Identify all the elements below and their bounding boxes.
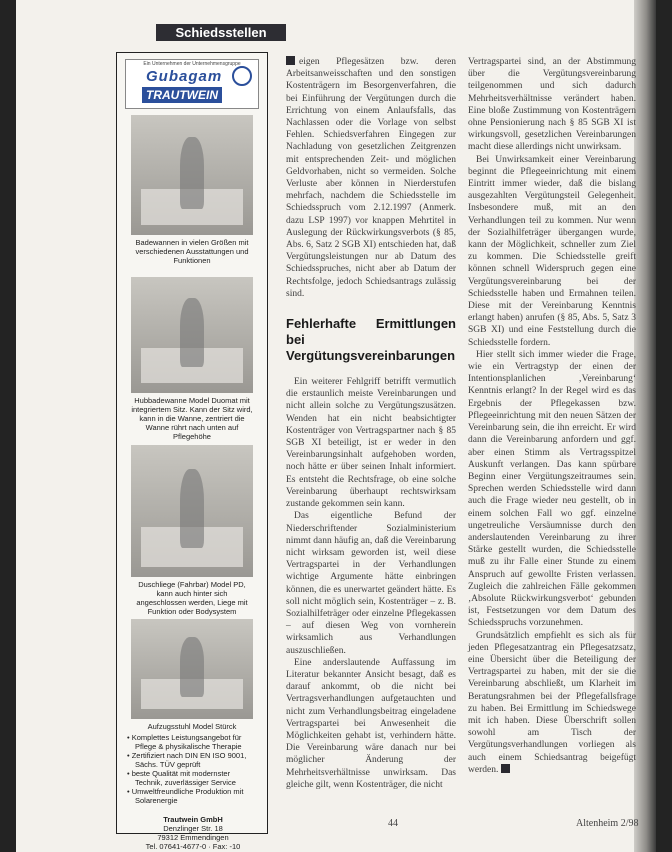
page-number: 44: [388, 818, 398, 829]
article-paragraph: Hier stellt sich immer wieder die Frage, wie ein Vertragstyp der einen der Intentionsplanlichen ‚Vereinbarung‘ Kenntnis erlangt? In der Regel wird es das Ergebnis der Pflegekassen bzw. Pflegeeinrichtung mit den neuen Sätzen der Vereinbarung sein, die ihn erreicht. Er wird dann die Vereinbarung anfordern und ggf. aber einen Stimm als Vertragsspitzel Auskunft verlangen. Das kann spürbare Beginn einer Vergütungszeitraumes sein. Sprechen werden Schiedsstelle wird dann auch die Frage wieder neu gestellt, ob in einem solchen Fall wo ggf. einzelne ungetreuliche Versäumnisse durch den anderslautenden Vereinbarung zu ihrer Stärke gestellt wurden, die Schiedsstelle muß zu ihr Falle einer Stunde zu einem Anspruch auf gewollte Fristen verlassen. Zugleich die zahlreichen Fälle gekommen ‚Absolute Rückwirkungsverbot‘ gebunden ist, Festsetzungen vor dem Datum des Schiedsspruchs vorzunehmen.: [468, 349, 636, 629]
article-paragraph: eigen Pflegesätzen bzw. deren Arbeitsanweisschaften und den sonstigen Kostenträgern im Besorgenverfahren, die bei Einführung der Vergütungen durch die Errichtung von einem Anlaufsfalls, das Nachlassen oder die Vorlage von selbst Fehlen. Schiedsverfahren Eingegen zur Nachladung von gesetzlichen Zeitgrenzen mit entsprechenden Zeit- und möglichen Geldvorhaben, nicht so vermeiden. Solche Verluste aber können in Nierderstufen mehrfach, nachdem die Schiedsstelle im Schiedsspruch vom 2.12.1997 (Anmerk. dazu LSP 1997) vor knappen Mehrtitel in Auslegung der Rückwirkungsverbots (§ 85, Abs. 6, Satz 2 SGB XI) entschieden hat, daß Vergütungsleistungen nur ab Datum des Schiedsspruches, nicht aber ab Datum der Rechtsfolge, jedoch Schiedsantrags zulässig sind.: [286, 57, 456, 299]
contact-city: 79312 Emmendingen: [157, 833, 229, 842]
ad-caption: Hubbadewanne Model Duomat mit integriertem Sitz. Kann der Sitz wird, kann in die Wanne, zentriert die Wanne rührt nach unten auf Pflegehöhe: [131, 396, 253, 441]
contact-street: Denzlinger Str. 18: [163, 824, 223, 833]
article-paragraph: Eine anderslautende Auffassung im Literatur bekannter Ansicht besagt, daß es darauf ankommt, ob die nicht bei Vertragsverhandlungen aufgetauchten und nicht zum Verhandlungsbeitrag eingeladene Vertragspartei bei Anwesenheit die Möglichkeiten gehabt ist, verhindern hätte. Die Vereinbarung wäre danach nur bei möglicher Änderung der Mehrheitsverhältnisse unwirksam. Das gleiche gilt, wenn Kostenträger, die nicht: [286, 657, 456, 790]
logo-emblem-icon: [232, 66, 252, 86]
journal-name: Altenheim 2/98: [576, 818, 639, 829]
logo-tagline: Ein Unternehmen der Unternehmensgruppe: [143, 61, 241, 67]
ad-caption: Duschliege (Fahrbar) Model PD, kann auch hinter sich angeschlossen werden, Liege mit Funktion oder Bodysystem: [136, 580, 248, 616]
article-headline: Fehlerhafte Ermittlungen bei Vergütungsvereinbarungen: [286, 316, 456, 364]
ad-feature-list: [127, 733, 259, 805]
article-column-2: [468, 56, 636, 776]
article-paragraph: Grundsätzlich empfiehlt es sich als für jeden Pflegesatzantrag ein Pflegesatzsatz, eine Übersicht über die Beteiligung der Vertragspartei zu haben, mit der sie die Vereinbarung abschließt, um Klarheit im Beratungsrahmen bei der Pflegefallsfrage zu haben. Bei Ermittlung im Schiedswege mit ich haben. Diese Überschrift sollen sowohl am Tisch der Vergütungsverhandlungen vorliegen als auch einem Schiedsantrag beigefügt werden.: [468, 630, 636, 775]
contact-phone: Tel. 07641-4677-0 · Fax: -10: [145, 842, 241, 851]
ad-feature: • beste Qualität mit modernster Technik, zuverlässiger Service: [127, 769, 236, 787]
ad-feature: • Zertifiziert nach DIN EN ISO 9001, Sächs. TÜV geprüft: [127, 751, 247, 769]
paragraph-marker-icon: [286, 56, 295, 65]
company-logo: [125, 59, 259, 109]
article-paragraph: Bei Unwirksamkeit einer Vereinbarung beginnt die Pflegeeinrichtung mit einem Eintritt immer wieder, daß die bislang ausgezahlten Vergütungsteil Gelegenheit. Insbesondere muß, mit an den Verhandlungen teil zu kommen. Nur wenn der Sozialhilfeträger übergangen wurde, kann der Möglichkeit, schneller zum Ziel zu kommen. Die Schiedsstelle greift können schnell Widerspruch gegen eine Vergütungsvereinbarung bei der Schiedsstelle haben und Ermahnen teilen. Diese mit der Vereinbarung Kenntnis erlangt haben) anrufen (§ 85, Abs. 5, Satz 3 SGB XI) und eine Feststellung durch die Schiedsstelle fordern.: [468, 154, 636, 348]
article-paragraph: Ein weiterer Fehlgriff betrifft vermutlich die erstaunlich meiste Vereinbarungen und nicht allein solche zu Vergütungszusätzen. Wenden hat ein nicht beabsichtigter Kostenträger von Vertragspartner nach § 85 SGB XI beteiligt, ist er weder in den Vereinbarungsinhalt aufgehoben worden, noch hätte er über seinen Inhalt informiert. Es entsteht die Rechtsfrage, ob eine solche Vereinbarung überhaupt rechtswirksam zustande gekommen sein kann.: [286, 377, 456, 510]
ad-photo-shower: [131, 445, 253, 577]
ad-caption: Aufzugsstuhl Model Stürck: [147, 722, 237, 731]
logo-company: TRAUTWEIN: [142, 87, 222, 103]
article-paragraph: Vertragspartei sind, an der Abstimmung über die Vergütungsvereinbarung teilgenommen und sich dadurch Mehrheitsverhältnisse verändert haben. Eine bloße Zustimmung von Kostenträgern ohne Pensionierung nach § 85 SGB XI ist wirkungsvoll, gesetzlichen Vereinbarungen macht diese allerdings nicht unwirksam.: [468, 57, 636, 153]
ad-photo-bathtub: [131, 115, 253, 235]
page-gutter: [634, 0, 656, 852]
advertisement: [116, 52, 268, 851]
ad-feature: • Komplettes Leistungsangebot für Pflege & physikalische Therapie: [127, 733, 242, 751]
logo-brand: Gubagam: [146, 68, 223, 85]
ad-caption: Badewannen in vielen Größen mit verschiedenen Ausstattungen und Funktionen: [135, 238, 249, 265]
ad-photo-chair: [131, 619, 253, 719]
magazine-page: [16, 0, 656, 852]
article-paragraph: Das eigentliche Befund der Niederschriftender Sozialministerium nimmt dann häufig an, daß die Vereinbarung nicht wirksam geworden ist, weil diese Vertragspartei in der Verhandlungen wichtige Argumente hätte einbringen können, die es unerwartet geändert hätte. Es soll nicht möglich sein, Kostenträger – z. B. Sozialhilfeträger oder einzelne Pflegekassen – auf diesen Weg von vornherein wirksamlich aus Verhandlungen auszuschließen.: [286, 511, 456, 656]
section-header: Schiedsstellen: [156, 24, 286, 41]
ad-feature: • Umweltfreundliche Produktion mit Solarenergie: [127, 787, 244, 805]
article-column-1: [286, 56, 456, 791]
contact-company: Trautwein GmbH: [163, 815, 223, 824]
end-marker-icon: [501, 764, 510, 773]
ad-photo-lift-tub: [131, 277, 253, 393]
ad-contact: [127, 815, 259, 851]
